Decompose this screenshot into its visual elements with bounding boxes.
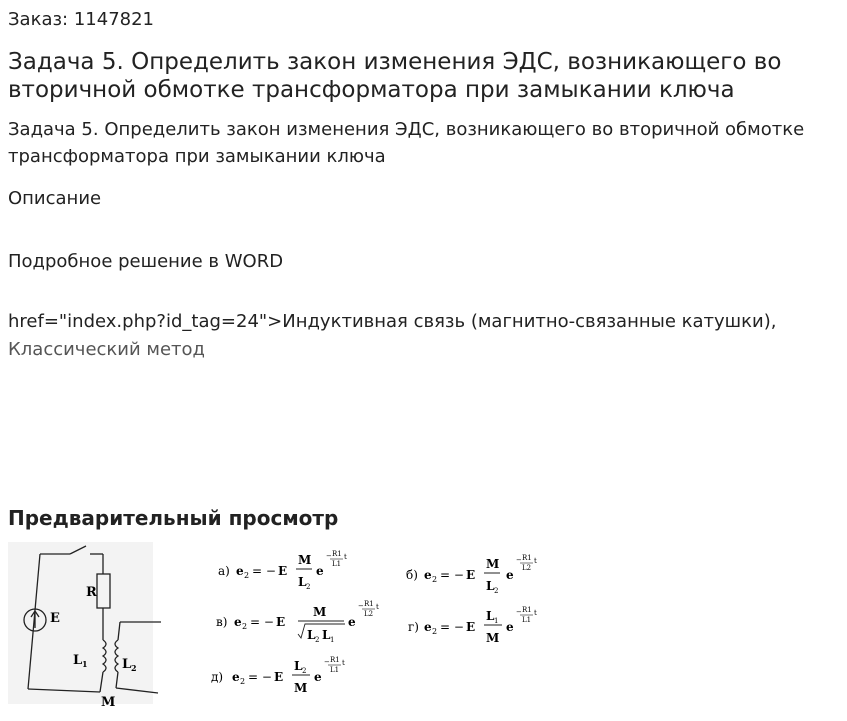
svg-text:2: 2 bbox=[432, 627, 438, 636]
formula-g bbox=[408, 606, 537, 645]
order-number bbox=[8, 9, 154, 30]
svg-text:t: t bbox=[376, 603, 379, 611]
svg-text:R1: R1 bbox=[522, 606, 532, 614]
svg-text:−: − bbox=[516, 608, 522, 616]
svg-text:L1: L1 bbox=[330, 666, 340, 674]
svg-text:e: e bbox=[424, 620, 432, 634]
svg-text:M: M bbox=[294, 681, 308, 695]
tag-prefix-text: href="index.php?id_tag=24">Индуктивная связь (магнитно-связанные катушки), bbox=[8, 311, 777, 332]
description-heading: Описание bbox=[8, 188, 102, 209]
svg-text:e: e bbox=[236, 564, 244, 578]
svg-text:−: − bbox=[326, 552, 332, 560]
svg-text:= −: = − bbox=[440, 568, 464, 582]
svg-text:2: 2 bbox=[242, 622, 248, 631]
svg-text:б): б) bbox=[406, 568, 418, 582]
svg-text:e: e bbox=[232, 670, 240, 684]
svg-text:а): а) bbox=[218, 564, 230, 578]
svg-text:t: t bbox=[344, 553, 347, 561]
svg-text:E: E bbox=[466, 620, 476, 634]
order-value: 1147821 bbox=[73, 9, 155, 30]
svg-text:= −: = − bbox=[252, 564, 276, 578]
svg-text:L1: L1 bbox=[332, 560, 342, 568]
svg-text:E: E bbox=[278, 564, 288, 578]
svg-text:R1: R1 bbox=[522, 554, 532, 562]
svg-text:R1: R1 bbox=[364, 600, 374, 608]
label-L2: L bbox=[122, 657, 132, 672]
svg-text:R1: R1 bbox=[332, 550, 342, 558]
label-R: R bbox=[86, 585, 97, 600]
svg-text:−: − bbox=[358, 602, 364, 610]
svg-text:= −: = − bbox=[250, 615, 274, 629]
svg-text:2: 2 bbox=[315, 636, 320, 644]
svg-text:M: M bbox=[313, 605, 327, 619]
svg-text:L: L bbox=[298, 575, 307, 589]
label-L1-sub: 1 bbox=[82, 659, 88, 669]
svg-text:M: M bbox=[486, 631, 500, 645]
svg-text:−: − bbox=[516, 556, 522, 564]
svg-text:2: 2 bbox=[240, 677, 246, 686]
svg-text:д): д) bbox=[211, 670, 224, 684]
svg-text:e: e bbox=[506, 568, 514, 582]
formula-v bbox=[216, 600, 379, 644]
svg-text:M: M bbox=[298, 553, 312, 567]
svg-text:L1: L1 bbox=[522, 616, 532, 624]
formula-b bbox=[406, 554, 537, 595]
order-label: Заказ: bbox=[8, 9, 69, 30]
formula-a bbox=[218, 550, 347, 591]
svg-text:2: 2 bbox=[432, 575, 438, 584]
svg-text:e: e bbox=[314, 670, 322, 684]
svg-text:L2: L2 bbox=[364, 610, 374, 618]
svg-text:в): в) bbox=[216, 615, 228, 629]
svg-text:e: e bbox=[234, 615, 242, 629]
svg-text:E: E bbox=[466, 568, 476, 582]
tags-line bbox=[8, 308, 843, 364]
svg-text:= −: = − bbox=[440, 620, 464, 634]
svg-text:L: L bbox=[486, 579, 495, 593]
preview-image bbox=[8, 542, 558, 712]
formula-d bbox=[211, 656, 345, 695]
preview-figure bbox=[8, 542, 558, 712]
solution-note: Подробное решение в WORD bbox=[8, 251, 284, 272]
svg-text:L: L bbox=[294, 659, 303, 673]
tag-link-classic-method[interactable]: Классический метод bbox=[8, 339, 205, 360]
svg-text:L: L bbox=[486, 609, 495, 623]
preview-heading: Предварительный просмотр bbox=[8, 506, 339, 530]
svg-text:M: M bbox=[486, 557, 500, 571]
svg-text:2: 2 bbox=[306, 583, 311, 591]
svg-text:e: e bbox=[316, 564, 324, 578]
svg-text:1: 1 bbox=[494, 617, 499, 625]
label-L2-sub: 2 bbox=[131, 663, 137, 673]
svg-text:= −: = − bbox=[248, 670, 272, 684]
svg-text:2: 2 bbox=[244, 571, 250, 580]
svg-text:1: 1 bbox=[330, 636, 335, 644]
svg-text:e: e bbox=[424, 568, 432, 582]
svg-text:E: E bbox=[274, 670, 284, 684]
svg-text:e: e bbox=[506, 620, 514, 634]
svg-text:R1: R1 bbox=[330, 656, 340, 664]
svg-text:L2: L2 bbox=[522, 564, 532, 572]
svg-text:e: e bbox=[348, 615, 356, 629]
svg-text:t: t bbox=[534, 557, 537, 565]
svg-text:t: t bbox=[342, 659, 345, 667]
circuit-background bbox=[8, 542, 153, 704]
label-E: E bbox=[50, 611, 60, 626]
svg-text:2: 2 bbox=[494, 587, 499, 595]
label-L1: L bbox=[73, 653, 83, 668]
svg-text:2: 2 bbox=[302, 667, 307, 675]
svg-text:L: L bbox=[322, 628, 331, 642]
task-subtitle: Задача 5. Определить закон изменения ЭДС, возникающего во вторичной обмотке трансформатора при замыкании ключа bbox=[8, 119, 805, 167]
svg-text:L: L bbox=[307, 628, 316, 642]
label-M: M bbox=[101, 695, 116, 710]
page-title: Задача 5. Определить закон изменения ЭДС, возникающего во вторичной обмотке трансформатора при замыкании ключа bbox=[8, 49, 782, 103]
svg-text:г): г) bbox=[408, 620, 419, 634]
svg-text:−: − bbox=[324, 658, 330, 666]
svg-text:t: t bbox=[534, 609, 537, 617]
svg-text:E: E bbox=[276, 615, 286, 629]
